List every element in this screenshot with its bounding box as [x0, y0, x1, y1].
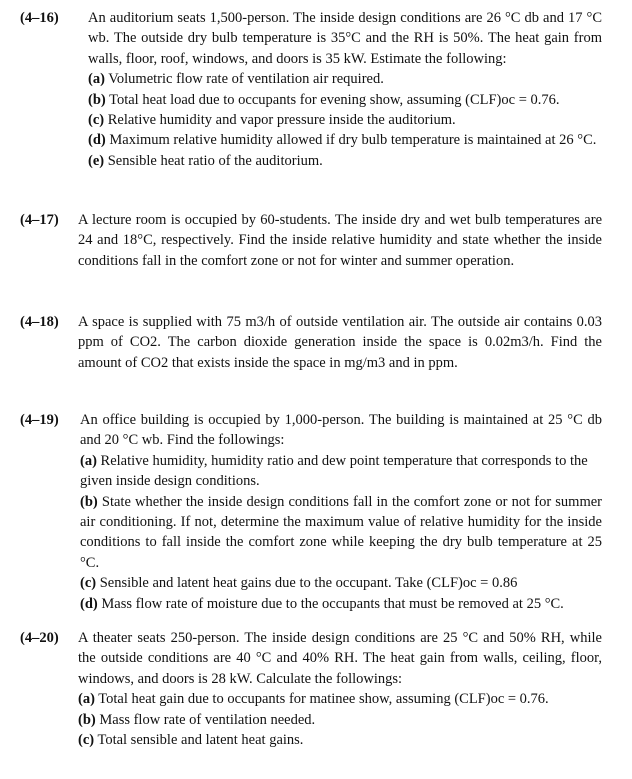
problem-body	[78, 210, 602, 271]
problem-body	[78, 312, 602, 373]
part-text: Relative humidity and vapor pressure inside the auditorium.	[107, 112, 456, 129]
part-label: (e)	[88, 152, 105, 169]
part-label: (b)	[78, 711, 96, 728]
problem-body	[88, 8, 602, 171]
part-text: Mass flow rate of moisture due to the occupants that must be removed at 25 °C.	[101, 595, 564, 612]
problem-part	[78, 730, 602, 750]
part-label: (c)	[80, 575, 97, 592]
problem-part	[80, 451, 602, 492]
problem-part	[80, 594, 602, 614]
part-label: (d)	[80, 595, 98, 612]
part-text: Total heat gain due to occupants for matinee show, assuming (CLF)oc = 0.76.	[98, 691, 549, 708]
problem-number: (4–19)	[20, 412, 59, 428]
part-label: (a)	[80, 452, 97, 469]
problem-part	[88, 69, 602, 89]
part-text: Mass flow rate of ventilation needed.	[99, 711, 316, 728]
problem-text: An office building is occupied by 1,000-person. The building is maintained at 25 °C db and 20 °C wb. Find the followings:	[80, 412, 602, 449]
part-label: (b)	[88, 91, 106, 108]
problem-number: (4–20)	[20, 630, 59, 646]
problem-text: A theater seats 250-person. The inside design conditions are 25 °C and 50% RH, while the outside conditions are 40 °C and 40% RH. The heat gain from walls, ceiling, floor, windows, and doors is 28 kW. Calculate the followings:	[78, 630, 602, 687]
problem-part	[88, 110, 602, 130]
problem-text: A lecture room is occupied by 60-students. The inside dry and wet bulb temperatures are 24 and 18°C, respectively. Find the inside relative humidity and state whether the inside conditions fall in the comfort zone or not for winter and summer operation.	[78, 212, 602, 269]
problem-part	[78, 710, 602, 730]
problem-text: An auditorium seats 1,500-person. The inside design conditions are 26 °C db and 17 °C wb. The outside dry bulb temperature is 35°C and the RH is 50%. The heat gain from walls, floor, roof, windows, and doors is 35 kW. Estimate the following:	[88, 10, 602, 67]
problem-part	[88, 130, 602, 150]
problem-part	[88, 151, 602, 171]
part-text: Maximum relative humidity allowed if dry bulb temperature is maintained at 26 °C.	[109, 132, 597, 149]
part-text: Sensible heat ratio of the auditorium.	[107, 152, 323, 169]
problem-number: (4–18)	[20, 314, 59, 330]
part-label: (a)	[78, 691, 95, 708]
problem-part	[78, 689, 602, 709]
part-label: (a)	[88, 71, 105, 88]
part-text: Sensible and latent heat gains due to the occupant. Take (CLF)oc = 0.86	[99, 575, 518, 592]
problem-body	[80, 410, 602, 614]
part-label: (c)	[78, 732, 95, 749]
problem-number: (4–16)	[20, 10, 59, 26]
part-text: State whether the inside design conditions fall in the comfort zone or not for summer air conditioning. If not, determine the maximum value of relative humidity for the inside conditions to fall inside the comfort zone while keeping the dry bulb temperature at 25 °C.	[80, 493, 603, 571]
part-text: Total heat load due to occupants for evening show, assuming (CLF)oc = 0.76.	[109, 91, 560, 108]
problem-body	[78, 628, 602, 750]
part-label: (d)	[88, 132, 106, 149]
part-label: (c)	[88, 112, 105, 129]
problem-part	[88, 90, 602, 110]
part-text: Total sensible and latent heat gains.	[97, 732, 304, 749]
problem-part	[80, 492, 602, 574]
part-text: Volumetric flow rate of ventilation air required.	[108, 71, 384, 88]
part-text: Relative humidity, humidity ratio and dew point temperature that corresponds to the given inside design conditions.	[80, 452, 588, 490]
problem-text: A space is supplied with 75 m3/h of outside ventilation air. The outside air contains 0.03 ppm of CO2. The carbon dioxide generation inside the space is 0.02m3/h. Find the amount of CO2 that exists inside the space in mg/m3 and in ppm.	[78, 314, 602, 371]
problem-number: (4–17)	[20, 212, 59, 228]
part-label: (b)	[80, 493, 98, 510]
problem-part	[80, 573, 602, 593]
